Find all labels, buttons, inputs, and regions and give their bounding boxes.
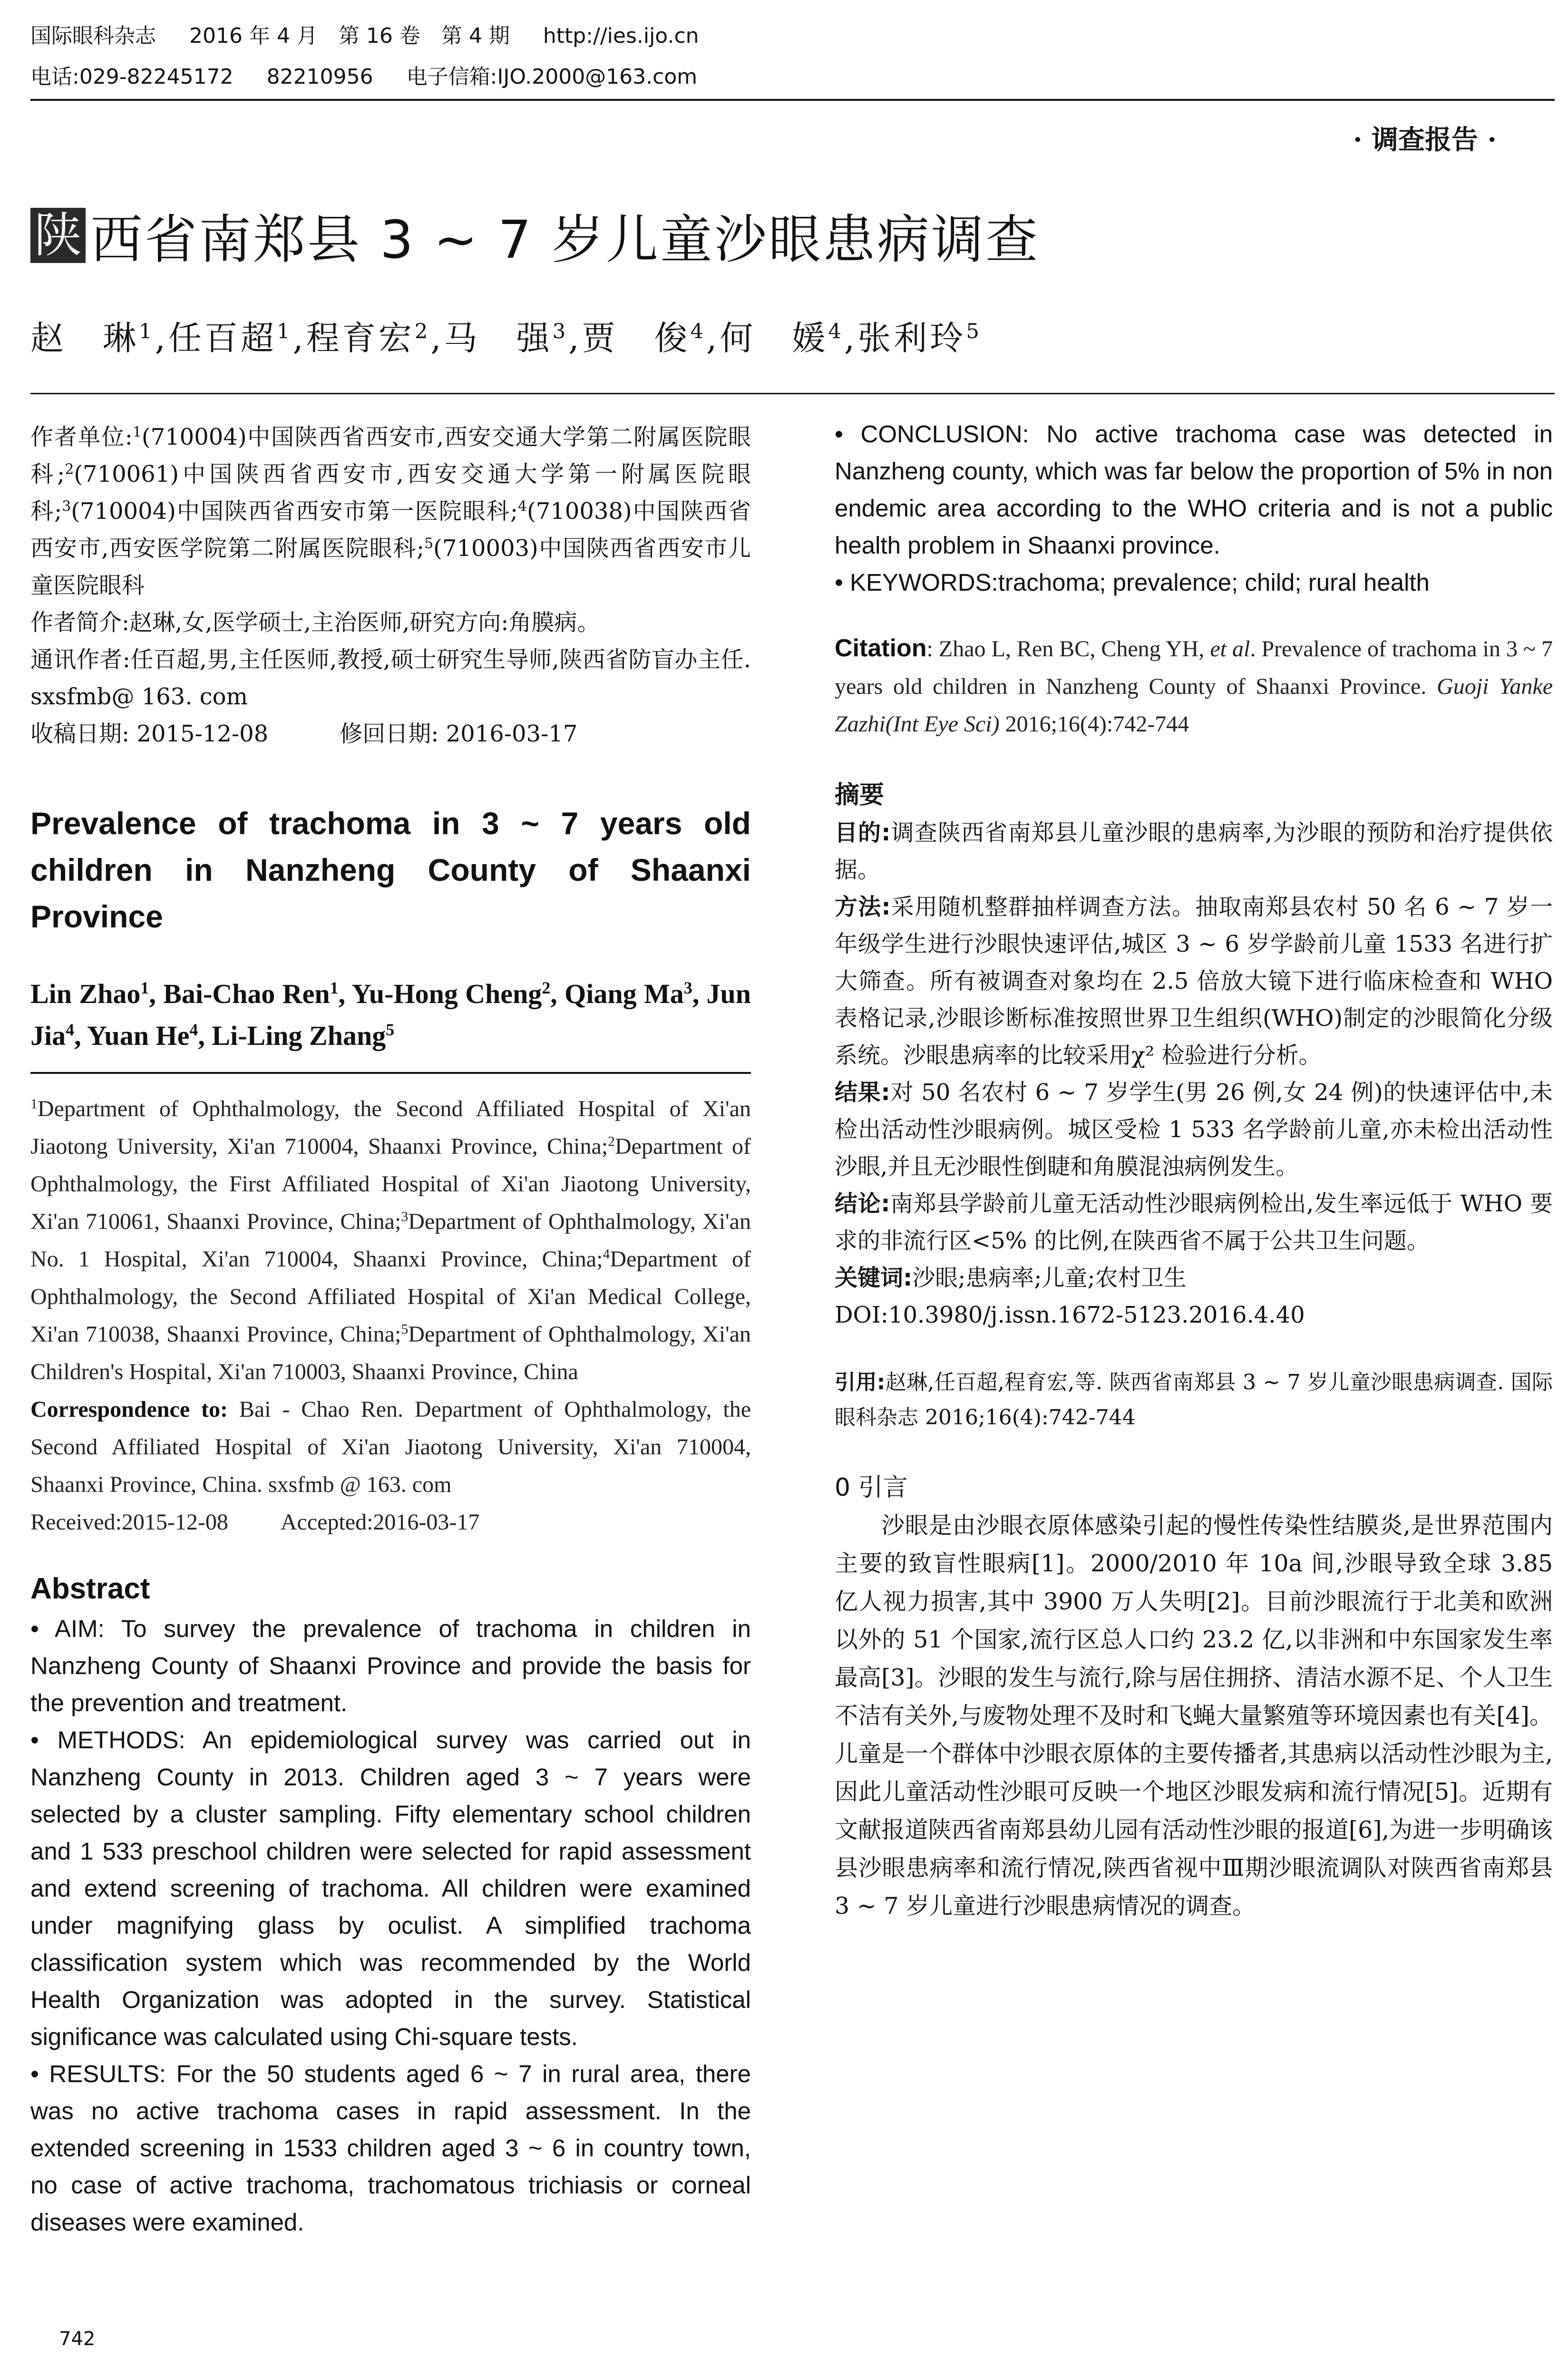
citation-journal: Guoji Yanke Zazhi(Int Eye Sci) <box>835 674 1553 737</box>
corresponding-author-cn: 通讯作者:任百超,男,主任医师,教授,硕士研究生导师,陕西省防盲办主任. sxsfmb@ 163. com <box>30 646 751 710</box>
keywords-cn-text: 沙眼;患病率;儿童;农村卫生 <box>912 1265 1187 1291</box>
citation-label: Citation <box>835 634 927 662</box>
author-bio: 作者简介:赵琳,女,医学硕士,主治医师,研究方向:角膜病。 <box>30 609 600 636</box>
author-cn-name: 任百超 <box>168 319 277 358</box>
citation-cn <box>835 1365 1553 1435</box>
affiliation-cn-text: (710061)中国陕西省西安市,西安交通大学第一附属医院眼科; <box>30 461 751 525</box>
author-en-sup: 3 <box>683 978 692 998</box>
article-title <box>30 205 1040 270</box>
aim-text: To survey the prevalence of trachoma in children in Nanzheng County of Shaanxi Province and provide the basis for the prevention and treatment. <box>30 1615 751 1716</box>
affiliation-cn-text: (710004)中国陕西省西安市,西安交通大学第二附属医院眼科; <box>30 424 751 487</box>
abstract-cn-methods <box>835 888 1553 1074</box>
authors-en <box>30 973 751 1057</box>
email[interactable]: 电子信箱:IJO.2000@163.com <box>406 65 698 89</box>
affiliation-cn-sup: 5 <box>424 535 434 552</box>
author-cn-sup: 4 <box>828 320 844 344</box>
results-cn-label: 结果: <box>835 1079 890 1106</box>
dates-en <box>30 1503 751 1541</box>
title-en: Prevalence of trachoma in 3 ~ 7 years old children in Nanzheng County of Shaanxi Province <box>30 806 751 934</box>
results-label: • RESULTS: <box>30 2060 166 2087</box>
citation-text-b: . Prevalence of trachoma in 3 ~ 7 years old children in Nanzheng County of Shaanxi Province. <box>835 636 1553 699</box>
author-en-sup: 5 <box>386 1020 395 1040</box>
author-en-sup: 4 <box>189 1020 198 1040</box>
author-cn-name: 何 媛 <box>720 319 828 358</box>
abstract-keywords <box>835 564 1553 601</box>
affiliation-en-sup: 2 <box>608 1133 615 1150</box>
author-en-name: Yu-Hong Cheng <box>351 978 542 1009</box>
author-en-name: Li-Ling Zhang <box>212 1020 386 1051</box>
doi[interactable]: DOI:10.3980/j.issn.1672-5123.2016.4.40 <box>835 1302 1305 1328</box>
methods-cn-text: 采用随机整群抽样调查方法。抽取南郑县农村 50 名 6 ~ 7 岁一年级学生进行沙眼快速评估,城区 3 ~ 6 岁学龄前儿童 1533 名进行扩大筛查。所有被调查对象均在 2.5 倍放大镜下进行临床检查和 WHO 表格记录,沙眼诊断标准按照世界卫生组织(WHO)制定的沙眼简化分级系统。沙眼患病率的比较采用χ² 检验进行分析。 <box>835 894 1553 1069</box>
author-separator: , <box>149 978 164 1009</box>
correspondence-en <box>30 1391 751 1503</box>
author-en-name: Lin Zhao <box>30 978 141 1009</box>
phone: 电话:029-82245172 <box>30 65 234 89</box>
abstract-conclusion <box>835 416 1553 564</box>
author-cn-sup: 2 <box>414 320 431 344</box>
author-en-sup: 2 <box>542 978 551 998</box>
affiliation-cn-text: (710003)中国陕西省西安市儿童医院眼科 <box>30 535 751 599</box>
journal-url[interactable]: http://ies.ijo.cn <box>543 24 699 48</box>
conclusion-text: No active trachoma case was detected in Nanzheng county, which was far below the proportion of 5% in non endemic area according to the WHO criteria and is not a public health problem in Shaanxi province. <box>835 420 1553 559</box>
affiliation-en-text: Department of Ophthalmology, the Second Affiliated Hospital of Xi'an Medical College, Xi'an 710038, Shaanxi Province, China; <box>30 1247 751 1347</box>
author-cn-sup: 1 <box>139 320 155 344</box>
keywords-label: • KEYWORDS: <box>835 569 998 596</box>
contact-header-line <box>30 64 730 90</box>
affiliation-en-text: Department of Ophthalmology, the Second Affiliated Hospital of Xi'an Jiaotong University, Xi'an 710004, Shaanxi Province, China; <box>30 1096 751 1159</box>
left-column <box>30 419 751 2241</box>
title-initial-badge: 陕 <box>30 208 86 263</box>
affiliation-en-sup: 4 <box>603 1246 610 1262</box>
affiliation-en-sup: 5 <box>401 1321 409 1337</box>
author-en-name: Yuan He <box>87 1020 190 1051</box>
author-cn-sup: 5 <box>966 320 982 344</box>
keywords-text: trachoma; prevalence; child; rural health <box>998 569 1430 596</box>
author-separator: , <box>198 1020 212 1051</box>
right-column <box>835 419 1553 1925</box>
author-en-name: Jun Jia <box>30 978 751 1051</box>
affiliation-cn <box>30 419 751 604</box>
author-en-sup: 1 <box>330 978 339 998</box>
affiliation-en-text: Department of Ophthalmology, Xi'an No. 1 Hospital, Xi'an 710004, Shaanxi Province, China; <box>30 1209 751 1272</box>
author-cn-sup: 4 <box>690 320 707 344</box>
affiliation-en-sup: 3 <box>401 1208 409 1225</box>
authors-rule <box>30 1072 751 1074</box>
citation-text-c: 2016;16(4):742-744 <box>999 711 1189 737</box>
dates-cn <box>30 715 751 752</box>
author-separator: , <box>568 319 582 358</box>
conclusion-label: • CONCLUSION: <box>835 420 1029 448</box>
phone-2: 82210956 <box>266 65 373 89</box>
abstract-cn-conclusion <box>835 1185 1553 1259</box>
author-separator: , <box>74 1020 87 1051</box>
intro-heading: 0 引言 <box>835 1473 908 1502</box>
author-cn-sup: 1 <box>276 320 293 344</box>
journal-header-line <box>30 23 732 49</box>
abstract-cn-results <box>835 1074 1553 1185</box>
author-separator: , <box>550 978 565 1009</box>
author-separator: , <box>338 978 352 1009</box>
citation-text-a: : Zhao L, Ren BC, Cheng YH, <box>926 636 1210 662</box>
author-en-sup: 1 <box>140 978 149 998</box>
abstract-methods <box>30 1722 751 2056</box>
author-separator: , <box>430 319 444 358</box>
affiliation-cn-text: (710038)中国陕西省西安市,西安医学院第二附属医院眼科; <box>30 498 751 562</box>
methods-label: • METHODS: <box>30 1726 185 1754</box>
title-rule <box>30 393 1555 394</box>
header-rule <box>30 99 1555 101</box>
author-separator: , <box>155 319 168 358</box>
author-separator: , <box>692 978 707 1009</box>
citation-en <box>835 630 1553 743</box>
conclusion-cn-label: 结论: <box>835 1190 890 1217</box>
abstract-heading: Abstract <box>30 1572 150 1605</box>
citation-etal: et al <box>1210 636 1250 662</box>
results-cn-text: 对 50 名农村 6 ~ 7 岁学生(男 26 例,女 24 例)的快速评估中,未检出活动性沙眼病例。城区受检 1 533 名学龄前儿童,亦未检出活动性沙眼,并且无沙眼性倒睫和角膜混浊病例发生。 <box>835 1079 1553 1180</box>
author-cn-name: 赵 琳 <box>30 319 139 358</box>
methods-text: An epidemiological survey was carried out in Nanzheng County in 2013. Children aged 3 ~ 7 years were selected by a cluster sampling. Fifty elementary school children and 1 533 preschool children were selected for rapid assessment and extend screening of trachoma. All children were examined under magnifying glass by oculist. A simplified trachoma classification system which was recommended by the World Health Organization was adopted in the survey. Statistical significance was calculated using Chi-square tests. <box>30 1726 751 2050</box>
author-cn-name: 马 强 <box>444 319 553 358</box>
affiliation-cn-sup: 1 <box>132 424 142 441</box>
affiliation-cn-sup: 4 <box>518 498 527 515</box>
abstract-cn-heading: 摘要 <box>835 781 885 809</box>
correspondence-text: Bai - Chao Ren. Department of Ophthalmology, the Second Affiliated Hospital of Xi'an Jiaotong University, Xi'an 710004, Shaanxi Province, China. sxsfmb @ 163. com <box>30 1397 751 1497</box>
citation-cn-label: 引用: <box>835 1370 886 1394</box>
affiliation-cn-sup: 3 <box>62 498 71 515</box>
methods-cn-label: 方法: <box>835 894 891 920</box>
author-separator: , <box>292 319 306 358</box>
accepted-date-en: Accepted:2016-03-17 <box>280 1510 480 1535</box>
received-date-cn: 收稿日期: 2015-12-08 <box>30 721 269 747</box>
correspondence-label: Correspondence to: <box>30 1397 228 1422</box>
journal-name: 国际眼科杂志 <box>30 24 156 48</box>
results-text: For the 50 students aged 6 ~ 7 in rural area, there was no active trachoma cases in rapid assessment. In the extended screening in 1533 children aged 3 ~ 6 in country town, no case of active trachoma, trachomatous trichiasis or corneal diseases were examined. <box>30 2060 751 2236</box>
aim-cn-label: 目的: <box>835 819 891 846</box>
affiliation-en-text: Department of Ophthalmology, Xi'an Children's Hospital, Xi'an 710003, Shaanxi Province, China <box>30 1322 751 1384</box>
abstract-cn-keywords <box>835 1259 1553 1296</box>
affiliation-cn-text: (710004)中国陕西省西安市第一医院眼科; <box>71 498 518 525</box>
author-separator: , <box>844 319 858 358</box>
aim-label: • AIM: <box>30 1615 105 1642</box>
author-en-sup: 4 <box>66 1020 75 1040</box>
abstract-cn-aim <box>835 814 1553 888</box>
author-cn-name: 程育宏 <box>306 319 415 358</box>
author-cn-sup: 3 <box>552 320 569 344</box>
authors-cn <box>30 312 982 360</box>
aim-cn-text: 调查陕西省南郑县儿童沙眼的患病率,为沙眼的预防和治疗提供依据。 <box>835 819 1553 883</box>
affiliation-en <box>30 1090 751 1391</box>
affiliation-en-text: Department of Ophthalmology, the First Affiliated Hospital of Xi'an Jiaotong University, Xi'an 710061, Shaanxi Province, China; <box>30 1134 751 1234</box>
author-en-name: Bai-Chao Ren <box>163 978 330 1009</box>
author-cn-name: 贾 俊 <box>582 319 691 358</box>
abstract-aim <box>30 1610 751 1722</box>
received-date-en: Received:2015-12-08 <box>30 1510 228 1535</box>
affiliation-en-sup: 1 <box>30 1096 38 1112</box>
author-cn-name: 张利玲 <box>857 319 966 358</box>
author-separator: , <box>706 319 720 358</box>
issue-info: 2016 年 4 月 第 16 卷 第 4 期 <box>189 24 510 48</box>
affiliation-cn-label: 作者单位: <box>30 424 133 450</box>
title-text: 西省南郑县 3 ~ 7 岁儿童沙眼患病调查 <box>90 209 1040 270</box>
keywords-cn-label: 关键词: <box>835 1265 913 1291</box>
page-number: 742 <box>59 2328 96 2350</box>
conclusion-cn-text: 南郑县学龄前儿童无活动性沙眼病例检出,发生率远低于 WHO 要求的非流行区<5% 的比例,在陕西省不属于公共卫生问题。 <box>835 1190 1553 1254</box>
section-tag: · 调查报告 · <box>1353 124 1497 156</box>
citation-cn-text: 赵琳,任百超,程育宏,等. 陕西省南郑县 3 ~ 7 岁儿童沙眼患病调查. 国际眼科杂志 2016;16(4):742-744 <box>835 1370 1553 1430</box>
revised-date-cn: 修回日期: 2016-03-17 <box>340 721 578 747</box>
intro-body: 沙眼是由沙眼衣原体感染引起的慢性传染性结膜炎,是世界范围内主要的致盲性眼病[1]。2000/2010 年 10a 间,沙眼导致全球 3.85 亿人视力损害,其中 3900 万人失明[2]。目前沙眼流行于北美和欧洲以外的 51 个国家,流行区总人口约 23.2 亿,以非洲和中东国家发生率最高[3]。沙眼的发生与流行,除与居住拥挤、清洁水源不足、个人卫生不洁有关外,与废物处理不及时和飞蝇大量繁殖等环境因素也有关[4]。儿童是一个群体中沙眼衣原体的主要传播者,其患病以活动性沙眼为主,因此儿童活动性沙眼可反映一个地区沙眼发病和流行情况[5]。近期有文献报道陕西省南郑县幼儿园有活动性沙眼的报道[6],为进一步明确该县沙眼患病率和流行情况,陕西省视中Ⅲ期沙眼流调队对陕西省南郑县 3 ~ 7 岁儿童进行沙眼患病情况的调查。 <box>835 1512 1553 1919</box>
author-en-name: Qiang Ma <box>565 978 684 1009</box>
affiliation-cn-sup: 2 <box>65 461 74 478</box>
abstract-results <box>30 2056 751 2241</box>
